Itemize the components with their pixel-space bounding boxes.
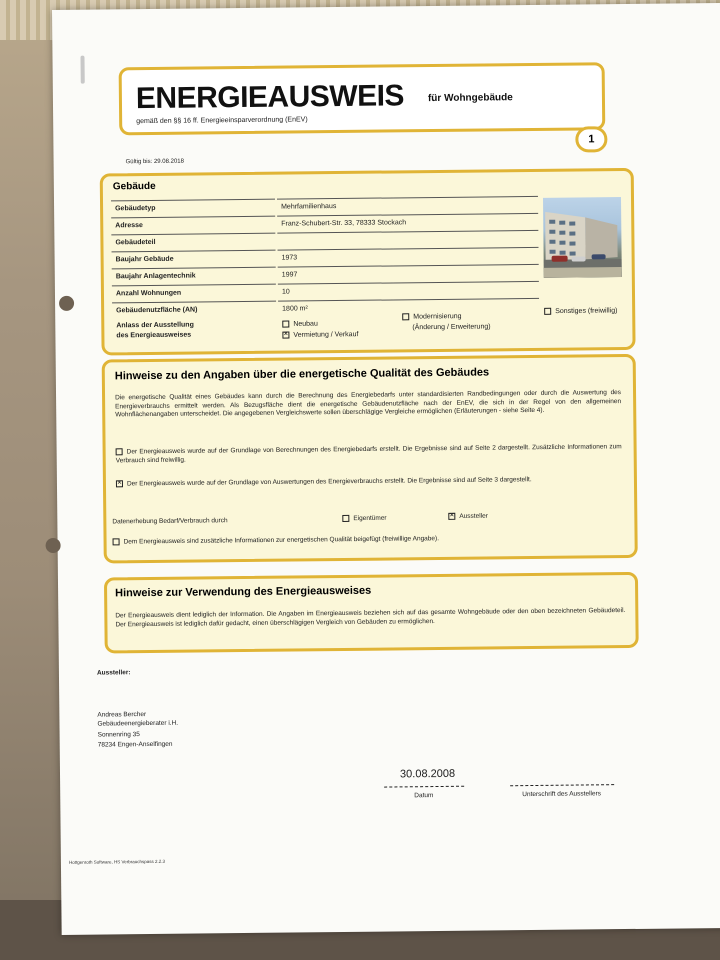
option-aussteller-label: Aussteller	[459, 512, 488, 520]
issuer-label: Aussteller:	[96, 669, 131, 677]
option-sonstiges[interactable]	[544, 307, 617, 315]
checkbox-verbrauch-checked[interactable]: ✕	[116, 480, 123, 487]
row-label-part: Gebäudeteil	[111, 233, 275, 251]
legal-basis: gemäß den §§ 16 ff. Energieeinsparverordnung (EnEV)	[136, 116, 308, 126]
option-modernisierung[interactable]	[402, 313, 461, 321]
hints-paragraph: Die energetische Qualität eines Gebäudes kann durch die Berechnung des Energiebedarfs unter standardisierten Randbedingungen oder durch die Auswertung des Energieverbrauchs ermittelt werden. Als Bezugsfläche dient die energetische Gebäudenutzfläche nach der EnEV, die sich in der Regel von den allgemeinen Wohnflächenangaben unterscheidet. Die angegebenen Vergleichswerte sollen überschlägige Vergleiche ermöglichen (Erläuterungen - siehe Seite 4).	[115, 389, 622, 419]
reason-label-line2: des Energieausweises	[116, 331, 192, 340]
row-label-units: Anzahl Wohnungen	[112, 284, 276, 302]
document-subtitle: für Wohngebäude	[427, 92, 513, 105]
data-collection-label: Datenerhebung Bedarf/Verbrauch durch	[112, 517, 228, 526]
checkbox-additional-info[interactable]	[113, 538, 120, 545]
issue-date: 30.08.2008	[399, 767, 456, 781]
option-vermietung-label: Vermietung / Verkauf	[293, 331, 359, 339]
option-eigentuemer[interactable]	[342, 515, 386, 524]
usage-hints	[104, 572, 639, 654]
issuer-name: Andreas Bercher	[97, 711, 147, 719]
signature-label: Unterschrift des Ausstellers	[522, 790, 602, 799]
option-bedarf-text: Der Energieausweis wurde auf der Grundlage von Berechnungen des Energiebedarfs erstellt. Die Ergebnisse sind auf Seite 2 dargestellt. Zusätzliche Informationen zum Verbrauch sind freiwillig.	[115, 443, 622, 465]
option-additional-info[interactable]	[113, 533, 623, 547]
row-value-units: 10	[278, 281, 539, 300]
option-verbrauch-text: Der Energieausweis wurde auf der Grundlage von Auswertungen des Energieverbrauchs erstellt. Die Ergebnisse sind auf Seite 3 dargestellt.	[126, 476, 532, 488]
option-modernisierung-label: Modernisierung	[413, 313, 462, 321]
building-photo	[543, 197, 622, 278]
page-number: 1	[575, 126, 607, 152]
option-additional-info-text: Dem Energieausweis sind zusätzliche Informationen zur energetischen Qualität beigefügt (freiwillige Angabe).	[123, 535, 440, 546]
row-value-area: 1800 m²	[278, 298, 539, 317]
punch-hole	[46, 538, 61, 553]
hints-title: Hinweise zu den Angaben über die energetische Qualität des Gebäudes	[114, 366, 490, 383]
valid-until: Gültig bis: 29.08.2018	[125, 158, 185, 166]
issuer-street: Sonnenring 35	[97, 731, 140, 739]
issuer-role: Gebäudeenergieberater i.H.	[97, 719, 179, 728]
row-label-area: Gebäudenutzfläche (AN)	[112, 301, 276, 319]
usage-title: Hinweise zur Verwendung des Energieausweises	[115, 584, 372, 600]
signature-line	[510, 784, 614, 786]
date-line	[384, 786, 464, 788]
energy-quality-hints	[102, 354, 638, 564]
option-bedarf[interactable]	[116, 443, 622, 466]
building-section-title: Gebäude	[112, 180, 156, 193]
row-value-year-tech: 1997	[278, 264, 539, 283]
checkbox-vermietung-checked[interactable]: ✕	[283, 331, 289, 338]
option-neubau[interactable]	[282, 320, 318, 328]
building-section	[100, 168, 636, 356]
row-label-year-built: Baujahr Gebäude	[112, 250, 276, 268]
reason-label-line1: Anlass der Ausstellung	[116, 321, 194, 330]
date-label: Datum	[414, 792, 434, 800]
option-neubau-label: Neubau	[293, 320, 318, 328]
energy-certificate-page	[52, 3, 720, 935]
punch-hole	[59, 296, 74, 311]
row-value-type: Mehrfamilienhaus	[277, 196, 538, 215]
document-title: ENERGIEAUSWEIS	[135, 79, 405, 116]
usage-paragraph: Der Energieausweis dient lediglich der Information. Die Angaben im Energieausweis beziehen sich auf das gesamte Wohngebäude oder den oben bezeichneten Gebäudeteil. Der Energieausweis ist lediglich dafür gedacht, einen überschlägigen Vergleich von Gebäuden zu ermöglichen.	[115, 607, 626, 628]
checkbox-modernisierung[interactable]	[402, 313, 409, 320]
option-verbrauch[interactable]	[116, 475, 622, 489]
row-value-part	[277, 230, 538, 249]
option-sonstiges-label: Sonstiges (freiwillig)	[555, 307, 618, 316]
option-vermietung[interactable]	[282, 331, 358, 339]
staple-mark	[80, 56, 84, 84]
option-aussteller[interactable]	[448, 512, 488, 521]
row-label-year-tech: Baujahr Anlagentechnik	[112, 267, 276, 285]
software-footer: Hottgenroth Software, HS Verbrauchspass 2.2.3	[68, 858, 166, 865]
option-modernisierung-detail: (Änderung / Erweiterung)	[412, 323, 491, 332]
checkbox-bedarf[interactable]	[116, 448, 123, 455]
row-label-address: Adresse	[111, 216, 275, 234]
option-eigentuemer-label: Eigentümer	[353, 514, 387, 523]
checkbox-eigentuemer[interactable]	[342, 515, 349, 522]
checkbox-sonstiges[interactable]	[544, 308, 551, 315]
row-value-year-built: 1973	[278, 247, 539, 266]
certificate-header	[119, 62, 606, 135]
checkbox-neubau[interactable]	[282, 321, 289, 328]
row-value-address: Franz-Schubert-Str. 33, 78333 Stockach	[277, 213, 538, 232]
building-section-header	[103, 171, 631, 199]
row-label-type: Gebäudetyp	[111, 199, 275, 217]
issuer-city: 78234 Engen-Anselfingen	[97, 740, 173, 749]
building-photo-illustration	[543, 197, 622, 278]
checkbox-aussteller-checked[interactable]: ✕	[449, 512, 455, 519]
